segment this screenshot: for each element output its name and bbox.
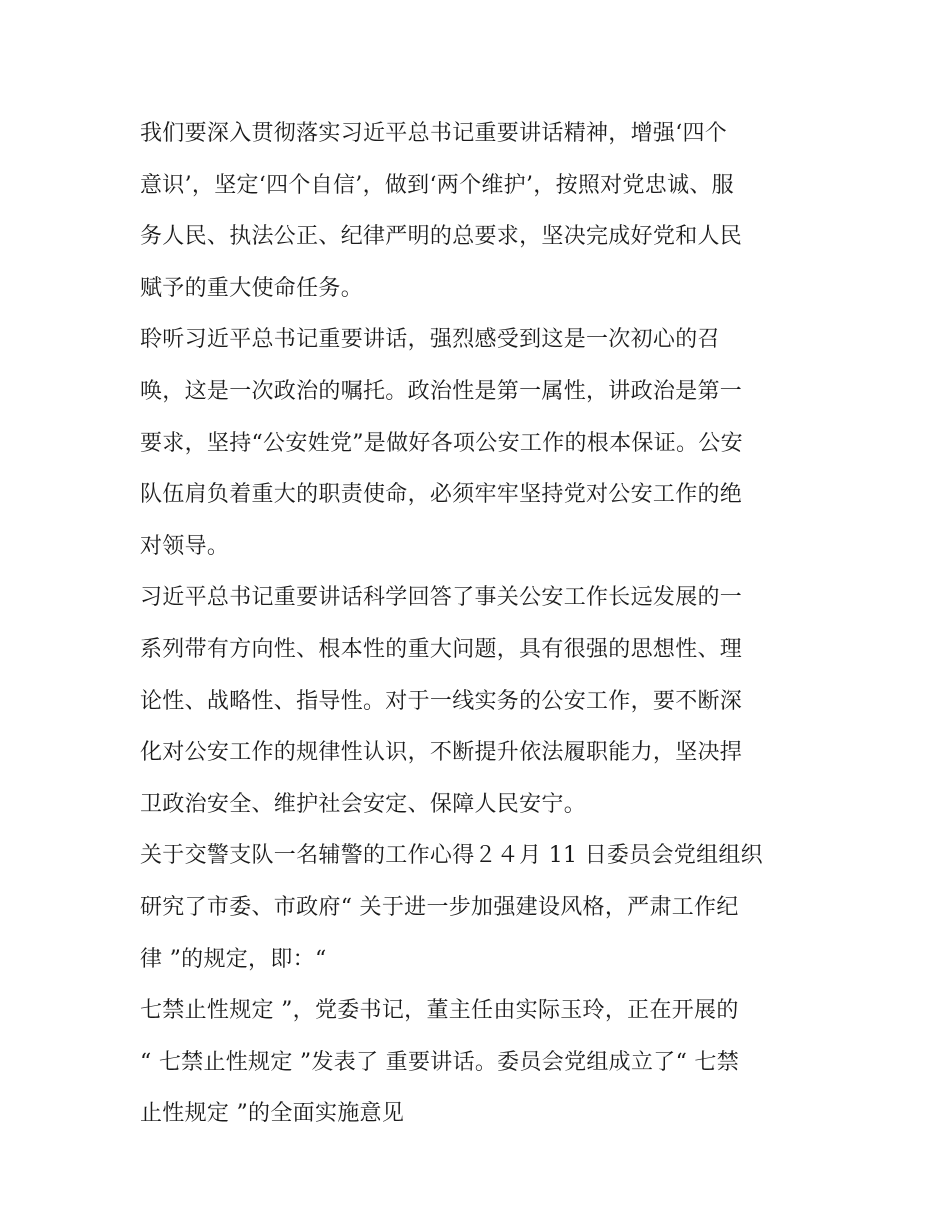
text-line: 关于交警支队一名辅警的工作心得２４月 11 日委员会党组组织 bbox=[140, 843, 763, 869]
text-line: 要求，坚持“公安姓党”是做好各项公安工作的根本保证。公安 bbox=[140, 430, 743, 456]
paragraph-5 bbox=[140, 985, 820, 1140]
text-line: 我们要深入贯彻落实习近平总书记重要讲话精神，增强‘四个 bbox=[140, 121, 728, 146]
text-line: 卫政治安全、维护社会安定、保障人民安宁。 bbox=[140, 791, 587, 817]
text-line: 七禁止性规定 ”，党委书记，董主任由实际玉玲，正在开展的 bbox=[140, 998, 739, 1024]
text-line: 赋予的重大使命任务。 bbox=[140, 275, 364, 301]
text-line: 聆听习近平总书记重要讲话，强烈感受到这是一次初心的召 bbox=[140, 327, 720, 353]
paragraph-3 bbox=[140, 572, 820, 830]
text-line: 研究了市委、市政府“ 关于进一步加强建设风格，严肃工作纪 bbox=[140, 894, 739, 920]
text-line: 论性、战略性、指导性。对于一线实务的公安工作，要不断深 bbox=[140, 688, 743, 714]
text-line: 对领导。 bbox=[140, 533, 230, 559]
paragraph-2 bbox=[140, 314, 820, 572]
text-line: 务人民、执法公正、纪律严明的总要求，坚决完成好党和人民 bbox=[140, 224, 743, 250]
text-line: 习近平总书记重要讲话科学回答了事关公安工作长远发展的一 bbox=[140, 585, 743, 611]
text-line: 止性规定 ”的全面实施意见 bbox=[140, 1101, 405, 1127]
paragraph-4 bbox=[140, 830, 820, 985]
text-line: 律 ”的规定，即：“ bbox=[140, 946, 327, 972]
text-line: 化对公安工作的规律性认识，不断提升依法履职能力，坚决捍 bbox=[140, 740, 743, 766]
text-line: “ 七禁止性规定 ”发表了 重要讲话。委员会党组成立了“ 七禁 bbox=[140, 1049, 740, 1075]
document-body bbox=[140, 108, 820, 1140]
text-line: 系列带有方向性、根本性的重大问题，具有很强的思想性、理 bbox=[140, 636, 743, 662]
text-line: 队伍肩负着重大的职责使命，必须牢牢坚持党对公安工作的绝 bbox=[140, 482, 743, 508]
text-line: 唤，这是一次政治的嘱托。政治性是第一属性，讲政治是第一 bbox=[140, 378, 743, 404]
text-line: 意识’，坚定‘四个自信’，做到‘两个维护’，按照对党忠诚、服 bbox=[140, 172, 734, 198]
paragraph-1 bbox=[140, 108, 820, 314]
